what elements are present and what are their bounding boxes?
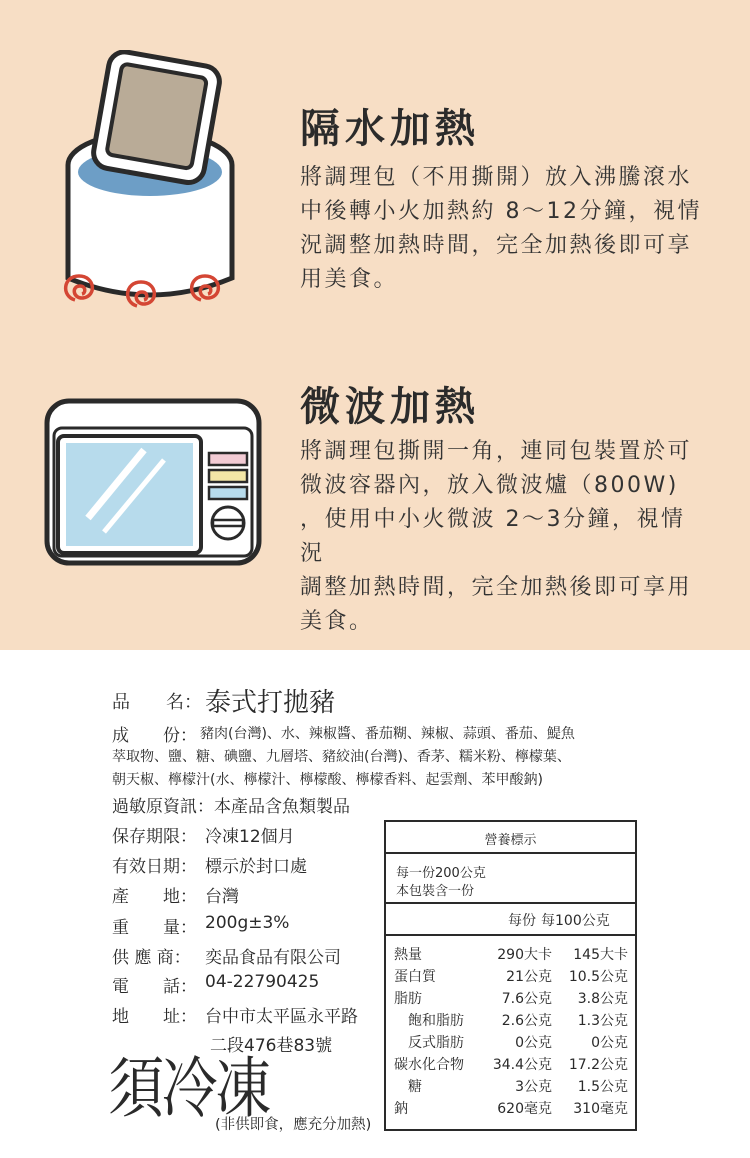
field-key: 有效日期： (112, 857, 197, 877)
field-key: 地 址： (112, 1007, 197, 1027)
nutrient-per-serving: 21公克 (506, 969, 552, 985)
nutrient-per-serving: 0公克 (515, 1035, 552, 1051)
ingredients-line: 朝天椒、檸檬汁(水、檸檬汁、檸檬酸、檸檬香料、起雲劑、苯甲酸鈉) (112, 772, 543, 788)
field-key: 重 量： (112, 918, 197, 938)
microwave-instructions (300, 435, 705, 639)
allergen-info: 過敏原資訊：本產品含魚類製品 (112, 797, 350, 817)
ingredients-line: 萃取物、鹽、糖、碘鹽、九層塔、豬絞油(台灣)、香茅、糯米粉、檸檬葉、 (112, 749, 571, 765)
instruction-line: 將調理包撕開一角，連同包裝置於可 (300, 439, 693, 464)
col-per-serving: 每份 (508, 913, 536, 929)
microwave-title: 微波加熱 (300, 384, 480, 430)
instruction-line: 美食。 (300, 609, 374, 634)
nutrient-per-serving: 2.6公克 (501, 1013, 552, 1029)
nutrient-per-100g: 310毫克 (573, 1101, 628, 1117)
instruction-line: 將調理包（不用撕開）放入沸騰滾水 (300, 165, 693, 190)
address-line-2: 二段476巷83號 (210, 1036, 333, 1056)
instruction-line: ，使用中小火微波 2～3分鐘，視情況 (300, 507, 686, 566)
nutrition-title: 營養標示 (484, 833, 537, 848)
keep-frozen-stamp: 須冷凍 (108, 1050, 269, 1127)
ingredients-key: 成 份： (112, 726, 197, 746)
nutrient-per-serving: 7.6公克 (501, 991, 552, 1007)
product-name-key: 品 名： (112, 692, 202, 713)
nutrition-facts-table (384, 820, 637, 1131)
address: 台中市太平區永平路 (205, 1007, 358, 1027)
ingredients-line: 豬肉(台灣)、水、辣椒醬、番茄糊、辣椒、蒜頭、番茄、鯷魚 (200, 726, 575, 742)
not-ready-to-eat-note: (非供即食，應充分加熱) (215, 1117, 372, 1133)
boiling-pot-icon (55, 50, 245, 320)
boiling-instructions (300, 161, 705, 297)
field-key: 供 應 商： (112, 948, 191, 968)
nutrient-per-serving: 3公克 (515, 1079, 552, 1095)
nutrient-name: 飽和脂肪 (408, 1013, 464, 1029)
boiling-title: 隔水加熱 (300, 106, 480, 152)
origin: 台灣 (205, 887, 239, 907)
supplier: 奕品食品有限公司 (205, 948, 341, 968)
nutrient-per-100g: 3.8公克 (577, 991, 628, 1007)
nutrient-name: 蛋白質 (394, 969, 436, 985)
nutrient-per-serving: 290大卡 (497, 947, 552, 963)
divider (386, 902, 635, 904)
divider (386, 934, 635, 936)
product-name: 泰式打拋豬 (205, 688, 336, 718)
instruction-line: 中後轉小火加熱約 8～12分鐘，視情 (300, 199, 702, 224)
field-key: 保存期限： (112, 827, 197, 847)
nutrient-per-serving: 34.4公克 (492, 1057, 552, 1073)
nutrient-name: 反式脂肪 (408, 1035, 464, 1051)
nutrient-name: 碳水化合物 (394, 1057, 464, 1073)
nutrient-name: 熱量 (394, 947, 422, 963)
instruction-line: 微波容器內，放入微波爐（800W) (300, 473, 679, 498)
nutrient-name: 脂肪 (394, 991, 422, 1007)
nutrient-per-100g: 145大卡 (573, 947, 628, 963)
nutrient-per-100g: 1.3公克 (577, 1013, 628, 1029)
weight: 200g±3% (205, 913, 290, 933)
phone: 04-22790425 (205, 972, 320, 992)
nutrient-name: 鈉 (394, 1101, 408, 1117)
microwave-icon (44, 398, 262, 566)
nutrient-per-100g: 0公克 (591, 1035, 628, 1051)
serving-size: 每一份200公克 (396, 866, 486, 881)
field-key: 電 話： (112, 977, 197, 997)
nutrient-per-100g: 17.2公克 (568, 1057, 628, 1073)
shelf-life: 冷凍12個月 (205, 827, 295, 847)
col-per-100g: 每100公克 (541, 913, 610, 929)
servings-per-package: 本包裝含一份 (396, 884, 475, 899)
nutrient-name: 糖 (408, 1079, 422, 1095)
instruction-line: 用美食。 (300, 267, 399, 292)
nutrient-per-100g: 10.5公克 (568, 969, 628, 985)
divider (386, 852, 635, 854)
instruction-line: 調整加熱時間，完全加熱後即可享用 (300, 575, 693, 600)
nutrient-per-100g: 1.5公克 (577, 1079, 628, 1095)
field-key: 產 地： (112, 887, 197, 907)
expiry-date: 標示於封口處 (205, 857, 307, 877)
instruction-line: 況調整加熱時間，完全加熱後即可享 (300, 233, 693, 258)
nutrient-per-serving: 620毫克 (497, 1101, 552, 1117)
